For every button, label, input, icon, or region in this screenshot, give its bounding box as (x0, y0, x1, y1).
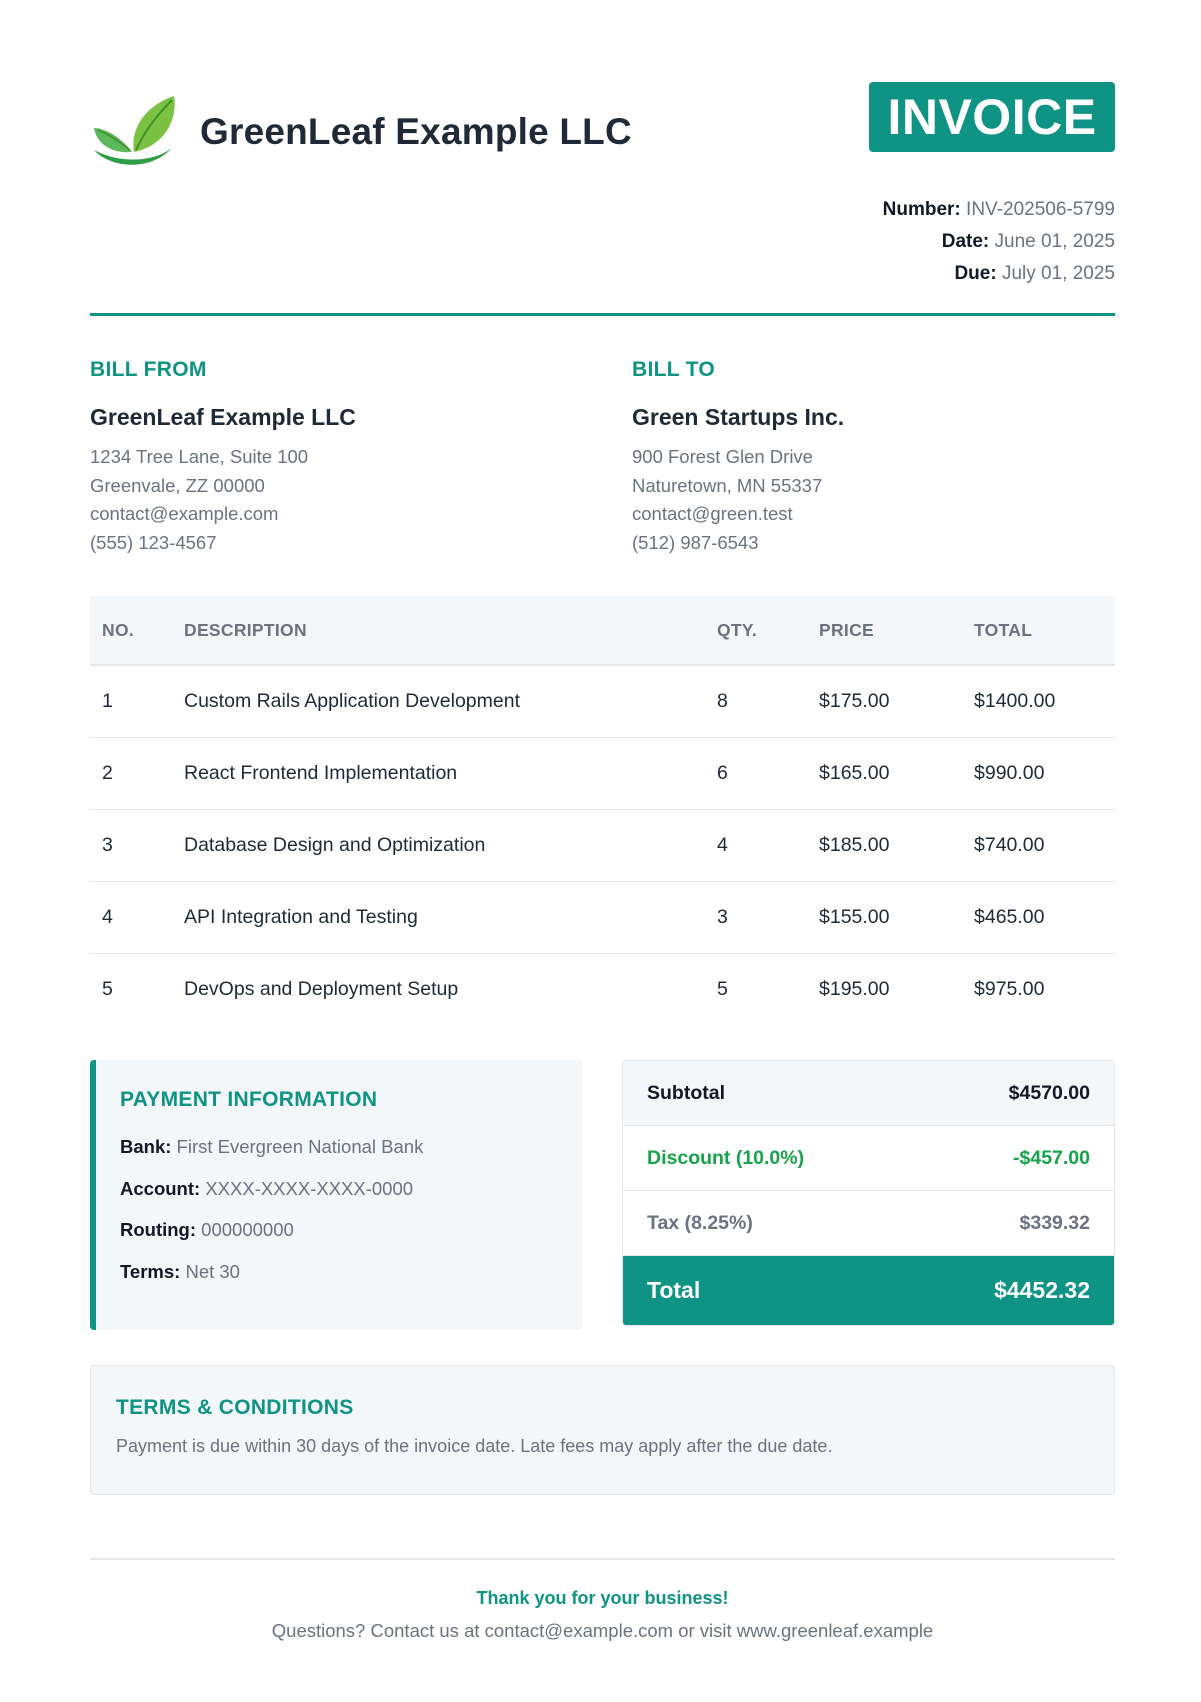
invoice-number: Number: INV-202506-5799 (882, 199, 1115, 220)
table-row (90, 810, 1115, 882)
total-label: Total (647, 1277, 701, 1303)
invoice-due: Due: July 01, 2025 (954, 263, 1115, 284)
cell-qty: 6 (717, 738, 819, 810)
cell-no: 3 (90, 810, 184, 882)
tax-row (623, 1191, 1114, 1256)
footer-divider (90, 1558, 1115, 1560)
col-qty: QTY. (717, 596, 819, 665)
table-row (90, 954, 1115, 1026)
col-total: TOTAL (974, 596, 1115, 665)
line-items-table (90, 596, 1115, 1025)
cell-description: API Integration and Testing (184, 882, 717, 954)
bill-to-city: Naturetown, MN 55337 (632, 474, 823, 496)
cell-no: 4 (90, 882, 184, 954)
brand (90, 92, 632, 172)
table-row (90, 665, 1115, 738)
bill-to (632, 358, 1092, 557)
bill-from (90, 358, 550, 557)
payment-account: Account: XXXX-XXXX-XXXX-0000 (120, 1177, 414, 1199)
cell-no: 2 (90, 738, 184, 810)
cell-description: DevOps and Deployment Setup (184, 978, 459, 1000)
cell-qty: 3 (717, 882, 819, 954)
total-row (623, 1256, 1114, 1325)
header-divider (90, 313, 1115, 316)
cell-total: $1400.00 (974, 665, 1115, 738)
col-description: DESCRIPTION (184, 596, 717, 665)
table-row (90, 882, 1115, 954)
subtotal-value: $4570.00 (1008, 1081, 1090, 1104)
payment-title: PAYMENT INFORMATION (120, 1088, 378, 1111)
invoice-page (90, 0, 1115, 1702)
cell-description: Database Design and Optimization (184, 810, 717, 882)
cell-total: $740.00 (974, 810, 1115, 882)
company-name: GreenLeaf Example LLC (200, 111, 632, 152)
terms-text: Payment is due within 30 days of the invoice date. Late fees may apply after the due date. (116, 1436, 833, 1456)
bill-to-phone: (512) 987-6543 (632, 531, 759, 553)
payment-information (90, 1060, 582, 1330)
bill-from-label: BILL FROM (90, 358, 207, 381)
table-header-row (90, 596, 1115, 665)
discount-label: Discount (10.0%) (647, 1146, 805, 1169)
cell-description: Custom Rails Application Development (184, 665, 717, 738)
cell-price: $175.00 (819, 665, 974, 738)
cell-qty: 5 (717, 978, 728, 1000)
bill-to-name: Green Startups Inc. (632, 404, 845, 430)
col-no: NO. (90, 596, 184, 665)
cell-qty: 8 (717, 665, 819, 738)
cell-description: React Frontend Implementation (184, 738, 717, 810)
cell-qty: 4 (717, 810, 819, 882)
subtotal-label: Subtotal (647, 1081, 725, 1104)
cell-price: $195.00 (819, 978, 890, 1000)
terms-title: TERMS & CONDITIONS (116, 1396, 354, 1419)
bill-from-email: contact@example.com (90, 503, 279, 524)
totals-summary (622, 1060, 1115, 1326)
tax-value: $339.32 (1019, 1211, 1090, 1234)
invoice-date: Date: June 01, 2025 (941, 231, 1115, 252)
cell-price: $155.00 (819, 882, 974, 954)
payment-terms: Terms: Net 30 (120, 1260, 240, 1282)
cell-price: $165.00 (819, 738, 974, 810)
cell-total: $975.00 (974, 978, 1045, 1000)
tax-label: Tax (8.25%) (647, 1211, 753, 1234)
invoice-badge: INVOICE (869, 82, 1115, 152)
cell-no: 5 (102, 978, 113, 1000)
footer-contact: Questions? Contact us at contact@example.com or visit www.greenleaf.example (271, 1620, 934, 1641)
col-price: PRICE (819, 596, 974, 665)
thank-you-message: Thank you for your business! (476, 1588, 729, 1608)
invoice-meta (883, 194, 1115, 290)
subtotal-row (623, 1061, 1114, 1126)
leaf-logo-icon (90, 92, 182, 172)
cell-no: 1 (90, 665, 184, 738)
table-row (90, 738, 1115, 810)
bill-to-address: 900 Forest Glen Drive (632, 446, 813, 467)
cell-price: $185.00 (819, 810, 974, 882)
total-value: $4452.32 (994, 1277, 1090, 1303)
terms-conditions (90, 1365, 1115, 1495)
discount-value: -$457.00 (1013, 1146, 1090, 1169)
payment-bank: Bank: First Evergreen National Bank (120, 1136, 424, 1157)
cell-total: $990.00 (974, 738, 1115, 810)
bill-from-phone: (555) 123-4567 (90, 531, 217, 553)
bill-to-email: contact@green.test (632, 503, 793, 524)
bill-from-address: 1234 Tree Lane, Suite 100 (90, 446, 309, 467)
discount-row (623, 1126, 1114, 1191)
bill-to-label: BILL TO (632, 358, 715, 381)
invoice-header (90, 0, 1115, 320)
bill-from-city: Greenvale, ZZ 00000 (90, 474, 265, 496)
payment-routing: Routing: 000000000 (120, 1219, 294, 1240)
cell-total: $465.00 (974, 882, 1115, 954)
bill-from-name: GreenLeaf Example LLC (90, 404, 356, 430)
